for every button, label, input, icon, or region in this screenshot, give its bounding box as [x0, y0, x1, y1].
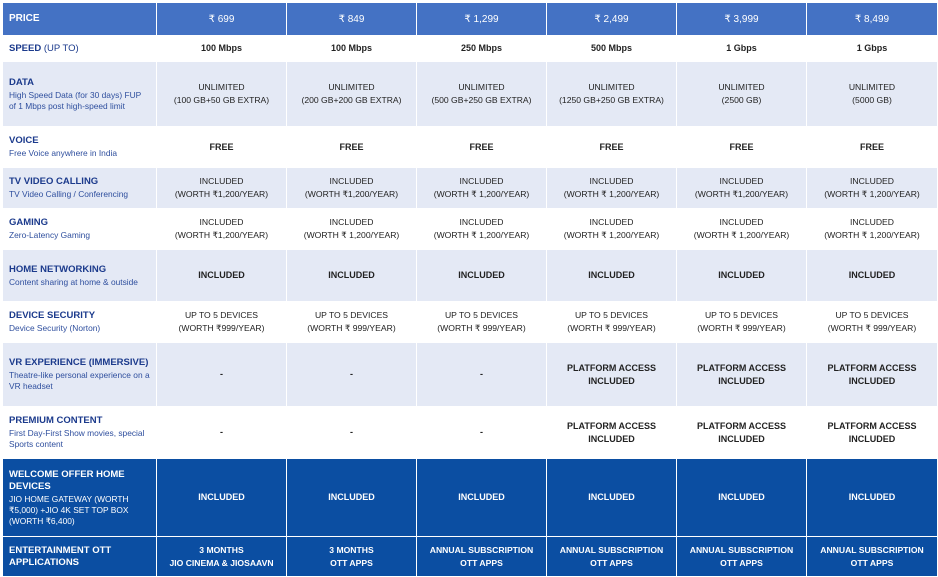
cell-value: ANNUAL SUBSCRIPTION [689, 544, 794, 555]
cell-value: 1 Gbps [726, 43, 757, 53]
feature-title-text: TV VIDEO CALLING [9, 176, 99, 187]
cell-value: 250 Mbps [460, 43, 502, 53]
row-label-security [3, 302, 157, 343]
cell-data-plan-2 [287, 62, 417, 127]
row-label-ott [3, 537, 157, 577]
cell-detail: (100 GB+50 GB EXTRA) [173, 95, 270, 105]
cell-detail: (WORTH ₹ 1,200/YEAR) [433, 189, 530, 199]
row-label-home [3, 250, 157, 302]
cell-value: - [350, 369, 353, 379]
cell-vr-plan-4 [547, 343, 677, 407]
price-label-text: PRICE [9, 13, 40, 24]
cell-value: - [220, 369, 223, 379]
cell-detail: (WORTH ₹ 1,200/YEAR) [824, 230, 920, 240]
cell-security-plan-4 [547, 302, 677, 343]
feature-subtitle: Device Security (Norton) [9, 323, 101, 333]
feature-title [9, 357, 150, 369]
feature-title [9, 545, 150, 569]
cell-tv-plan-1 [157, 168, 287, 209]
cell-tv-plan-5 [677, 168, 807, 209]
cell-detail: (WORTH ₹ 999/YEAR) [567, 323, 656, 333]
row-vr [3, 343, 938, 407]
cell-tv-plan-6 [807, 168, 938, 209]
cell-speed-plan-4 [547, 36, 677, 62]
cell-speed-plan-1 [157, 36, 287, 62]
cell-detail: (WORTH ₹ 1,200/YEAR) [693, 230, 790, 240]
cell-detail: INCLUDED [588, 375, 635, 386]
cell-detail: (WORTH ₹1,200/YEAR) [694, 189, 789, 199]
cell-value: - [480, 427, 483, 437]
feature-subtitle: First Day-First Show movies, special Sports content [9, 428, 145, 449]
cell-welcome-plan-1 [157, 459, 287, 537]
price-plan-5: ₹ 3,999 [677, 3, 807, 36]
cell-value: INCLUDED [459, 217, 504, 227]
feature-title [9, 469, 150, 493]
cell-data-plan-5 [677, 62, 807, 127]
price-header-label [3, 3, 157, 36]
cell-gaming-plan-3 [417, 209, 547, 250]
row-data [3, 62, 938, 127]
feature-title [9, 264, 150, 276]
cell-home-plan-3 [417, 250, 547, 302]
cell-value: UP TO 5 DEVICES [574, 310, 649, 320]
cell-voice-plan-5 [677, 127, 807, 168]
feature-title-suffix: (UP TO) [43, 42, 79, 54]
cell-detail: (WORTH ₹ 1,200/YEAR) [303, 230, 400, 240]
cell-vr-plan-1 [157, 343, 287, 407]
cell-detail: (5000 GB) [852, 95, 892, 105]
cell-value: FREE [599, 141, 624, 152]
cell-data-plan-6 [807, 62, 938, 127]
cell-premium-plan-4 [547, 407, 677, 459]
cell-detail: (WORTH ₹ 1,200/YEAR) [563, 189, 660, 199]
cell-value: ANNUAL SUBSCRIPTION [429, 544, 534, 555]
price-header-row [3, 3, 938, 36]
cell-detail: OTT APPS [330, 557, 373, 568]
cell-tv-plan-4 [547, 168, 677, 209]
price-plan-1: ₹ 699 [157, 3, 287, 36]
cell-value: FREE [339, 141, 364, 152]
cell-value: PLATFORM ACCESS [697, 362, 786, 373]
feature-title [9, 415, 150, 427]
cell-ott-plan-4 [547, 537, 677, 577]
cell-detail: OTT APPS [590, 557, 633, 568]
cell-detail: (1250 GB+250 GB EXTRA) [559, 95, 664, 105]
cell-value: INCLUDED [329, 217, 374, 227]
cell-value: PLATFORM ACCESS [827, 420, 917, 431]
cell-value: INCLUDED [719, 176, 764, 186]
row-welcome [3, 459, 938, 537]
feature-subtitle: Zero-Latency Gaming [9, 230, 90, 240]
feature-title-text: GAMING [9, 217, 49, 228]
feature-subtitle: Content sharing at home & outside [9, 276, 138, 287]
feature-title-text: WELCOME OFFER HOME DEVICES [9, 468, 125, 492]
cell-welcome-plan-4 [547, 459, 677, 537]
cell-value: INCLUDED [718, 270, 765, 280]
cell-detail: OTT APPS [850, 557, 894, 568]
cell-detail: (WORTH ₹1,200/YEAR) [174, 189, 269, 199]
feature-subtitle: High Speed Data (for 30 days) FUP of 1 Mbps post high-speed limit [9, 89, 142, 111]
cell-security-plan-5 [677, 302, 807, 343]
feature-title-text: DATA [9, 76, 34, 88]
row-label-vr [3, 343, 157, 407]
cell-speed-plan-2 [287, 36, 417, 62]
row-security [3, 302, 938, 343]
price-plan-3: ₹ 1,299 [417, 3, 547, 36]
cell-value: INCLUDED [589, 176, 634, 186]
plan-comparison-table [2, 2, 938, 577]
feature-title [9, 77, 150, 89]
cell-data-plan-3 [417, 62, 547, 127]
cell-voice-plan-3 [417, 127, 547, 168]
cell-welcome-plan-6 [807, 459, 938, 537]
cell-welcome-plan-2 [287, 459, 417, 537]
cell-welcome-plan-5 [677, 459, 807, 537]
cell-value: 1 Gbps [856, 43, 888, 53]
feature-title-text: SPEED [9, 42, 42, 54]
cell-detail: INCLUDED [718, 433, 765, 444]
cell-detail: (WORTH ₹ 1,200/YEAR) [433, 230, 530, 240]
feature-title [9, 176, 150, 188]
cell-detail: (WORTH ₹ 999/YEAR) [307, 323, 396, 333]
feature-subtitle: Theatre-like personal experience on a VR headset [9, 370, 150, 391]
cell-security-plan-2 [287, 302, 417, 343]
row-home [3, 250, 938, 302]
cell-value: UNLIMITED [328, 82, 375, 92]
cell-value: FREE [469, 141, 494, 152]
cell-value: INCLUDED [850, 176, 894, 186]
cell-value: INCLUDED [328, 492, 375, 502]
cell-value: INCLUDED [199, 217, 244, 227]
cell-value: UNLIMITED [848, 82, 896, 92]
cell-gaming-plan-5 [677, 209, 807, 250]
cell-ott-plan-2 [287, 537, 417, 577]
cell-gaming-plan-6 [807, 209, 938, 250]
cell-value: 500 Mbps [590, 43, 632, 53]
feature-subtitle: TV Video Calling / Conferencing [9, 189, 129, 199]
cell-value: FREE [729, 141, 754, 152]
cell-value: UNLIMITED [198, 82, 245, 92]
cell-value: UP TO 5 DEVICES [835, 310, 909, 320]
row-label-voice [3, 127, 157, 168]
cell-premium-plan-5 [677, 407, 807, 459]
feature-title [9, 217, 150, 229]
cell-value: UP TO 5 DEVICES [444, 310, 519, 320]
cell-value: INCLUDED [718, 492, 765, 502]
row-label-premium [3, 407, 157, 459]
cell-detail: (WORTH ₹ 1,200/YEAR) [563, 230, 660, 240]
cell-premium-plan-1 [157, 407, 287, 459]
cell-value: INCLUDED [588, 270, 635, 280]
cell-detail: (2500 GB) [721, 95, 762, 105]
cell-value: PLATFORM ACCESS [567, 420, 656, 431]
row-label-tv [3, 168, 157, 209]
cell-value: ANNUAL SUBSCRIPTION [820, 544, 924, 555]
cell-security-plan-6 [807, 302, 938, 343]
price-plan-6: ₹ 8,499 [807, 3, 938, 36]
cell-gaming-plan-2 [287, 209, 417, 250]
cell-home-plan-1 [157, 250, 287, 302]
feature-title [9, 310, 150, 322]
cell-home-plan-4 [547, 250, 677, 302]
cell-vr-plan-3 [417, 343, 547, 407]
cell-value: FREE [209, 141, 234, 152]
cell-ott-plan-1 [157, 537, 287, 577]
row-speed [3, 36, 938, 62]
cell-value: INCLUDED [329, 176, 374, 186]
cell-vr-plan-5 [677, 343, 807, 407]
row-gaming [3, 209, 938, 250]
cell-value: INCLUDED [848, 270, 896, 280]
cell-value: UNLIMITED [458, 82, 505, 92]
cell-detail: OTT APPS [720, 557, 763, 568]
cell-value: INCLUDED [588, 492, 635, 502]
cell-value: - [220, 427, 223, 437]
cell-tv-plan-2 [287, 168, 417, 209]
cell-ott-plan-5 [677, 537, 807, 577]
cell-value: UP TO 5 DEVICES [184, 310, 259, 320]
row-label-welcome [3, 459, 157, 537]
cell-value: INCLUDED [459, 176, 504, 186]
row-premium [3, 407, 938, 459]
cell-value: UNLIMITED [588, 82, 635, 92]
cell-welcome-plan-3 [417, 459, 547, 537]
cell-vr-plan-2 [287, 343, 417, 407]
cell-premium-plan-3 [417, 407, 547, 459]
row-label-speed [3, 36, 157, 62]
price-plan-2: ₹ 849 [287, 3, 417, 36]
cell-voice-plan-1 [157, 127, 287, 168]
row-label-data [3, 62, 157, 127]
cell-value: FREE [859, 141, 884, 152]
cell-home-plan-2 [287, 250, 417, 302]
feature-title [9, 43, 150, 55]
cell-voice-plan-6 [807, 127, 938, 168]
cell-speed-plan-5 [677, 36, 807, 62]
cell-speed-plan-6 [807, 36, 938, 62]
cell-voice-plan-2 [287, 127, 417, 168]
cell-detail: (200 GB+200 GB EXTRA) [301, 95, 402, 105]
cell-detail: INCLUDED [848, 375, 896, 386]
row-tv [3, 168, 938, 209]
cell-value: UNLIMITED [718, 82, 765, 92]
cell-value: INCLUDED [848, 492, 896, 502]
cell-value: INCLUDED [198, 492, 245, 502]
price-plan-4: ₹ 2,499 [547, 3, 677, 36]
cell-value: INCLUDED [458, 270, 505, 280]
cell-value: INCLUDED [850, 217, 894, 227]
cell-voice-plan-4 [547, 127, 677, 168]
cell-detail: (WORTH ₹ 1,200/YEAR) [824, 189, 920, 199]
cell-security-plan-1 [157, 302, 287, 343]
feature-title [9, 135, 150, 147]
cell-value: ANNUAL SUBSCRIPTION [559, 544, 664, 555]
cell-detail: (WORTH ₹ 999/YEAR) [437, 323, 526, 333]
cell-detail: (WORTH ₹1,200/YEAR) [174, 230, 269, 240]
feature-title-text: ENTERTAINMENT OTT APPLICATIONS [9, 544, 112, 568]
cell-detail: (WORTH ₹1,200/YEAR) [304, 189, 399, 199]
cell-ott-plan-6 [807, 537, 938, 577]
cell-speed-plan-3 [417, 36, 547, 62]
feature-title-text: DEVICE SECURITY [9, 310, 96, 321]
cell-detail: (WORTH ₹ 999/YEAR) [697, 323, 786, 333]
cell-value: PLATFORM ACCESS [567, 362, 656, 373]
cell-value: INCLUDED [719, 217, 764, 227]
cell-value: INCLUDED [198, 270, 245, 280]
cell-detail: (WORTH ₹999/YEAR) [178, 323, 265, 333]
cell-value: UP TO 5 DEVICES [314, 310, 389, 320]
cell-home-plan-6 [807, 250, 938, 302]
cell-premium-plan-6 [807, 407, 938, 459]
feature-title-text: HOME NETWORKING [9, 263, 107, 275]
feature-title-text: VOICE [9, 135, 39, 146]
cell-detail: (WORTH ₹ 999/YEAR) [827, 323, 917, 333]
cell-gaming-plan-4 [547, 209, 677, 250]
cell-value: INCLUDED [589, 217, 634, 227]
cell-detail: OTT APPS [460, 557, 503, 568]
cell-value: INCLUDED [328, 270, 375, 280]
cell-value: 3 MONTHS [329, 544, 374, 555]
feature-title-text: PREMIUM CONTENT [9, 415, 103, 426]
cell-value: 3 MONTHS [199, 544, 244, 555]
cell-premium-plan-2 [287, 407, 417, 459]
row-voice [3, 127, 938, 168]
feature-title-text: VR EXPERIENCE (IMMERSIVE) [9, 357, 149, 368]
cell-vr-plan-6 [807, 343, 938, 407]
cell-detail: INCLUDED [588, 433, 635, 444]
cell-value: PLATFORM ACCESS [827, 362, 917, 373]
cell-detail: JIO CINEMA & JIOSAAVN [169, 557, 274, 568]
cell-ott-plan-3 [417, 537, 547, 577]
cell-value: - [350, 427, 353, 437]
cell-detail: INCLUDED [848, 433, 896, 444]
cell-value: - [480, 369, 483, 379]
cell-value: 100 Mbps [200, 43, 242, 53]
cell-value: 100 Mbps [330, 43, 372, 53]
cell-value: UP TO 5 DEVICES [704, 310, 779, 320]
cell-value: INCLUDED [458, 492, 505, 502]
cell-tv-plan-3 [417, 168, 547, 209]
cell-value: PLATFORM ACCESS [697, 420, 786, 431]
feature-subtitle: JIO HOME GATEWAY (WORTH ₹5,000) +JIO 4K SET TOP BOX (WORTH ₹6,400) [9, 493, 129, 526]
cell-detail: INCLUDED [718, 375, 765, 386]
row-ott [3, 537, 938, 577]
cell-data-plan-1 [157, 62, 287, 127]
feature-subtitle: Free Voice anywhere in India [9, 148, 118, 158]
cell-data-plan-4 [547, 62, 677, 127]
row-label-gaming [3, 209, 157, 250]
cell-home-plan-5 [677, 250, 807, 302]
cell-detail: (500 GB+250 GB EXTRA) [431, 95, 532, 105]
cell-gaming-plan-1 [157, 209, 287, 250]
cell-value: INCLUDED [199, 176, 244, 186]
cell-security-plan-3 [417, 302, 547, 343]
